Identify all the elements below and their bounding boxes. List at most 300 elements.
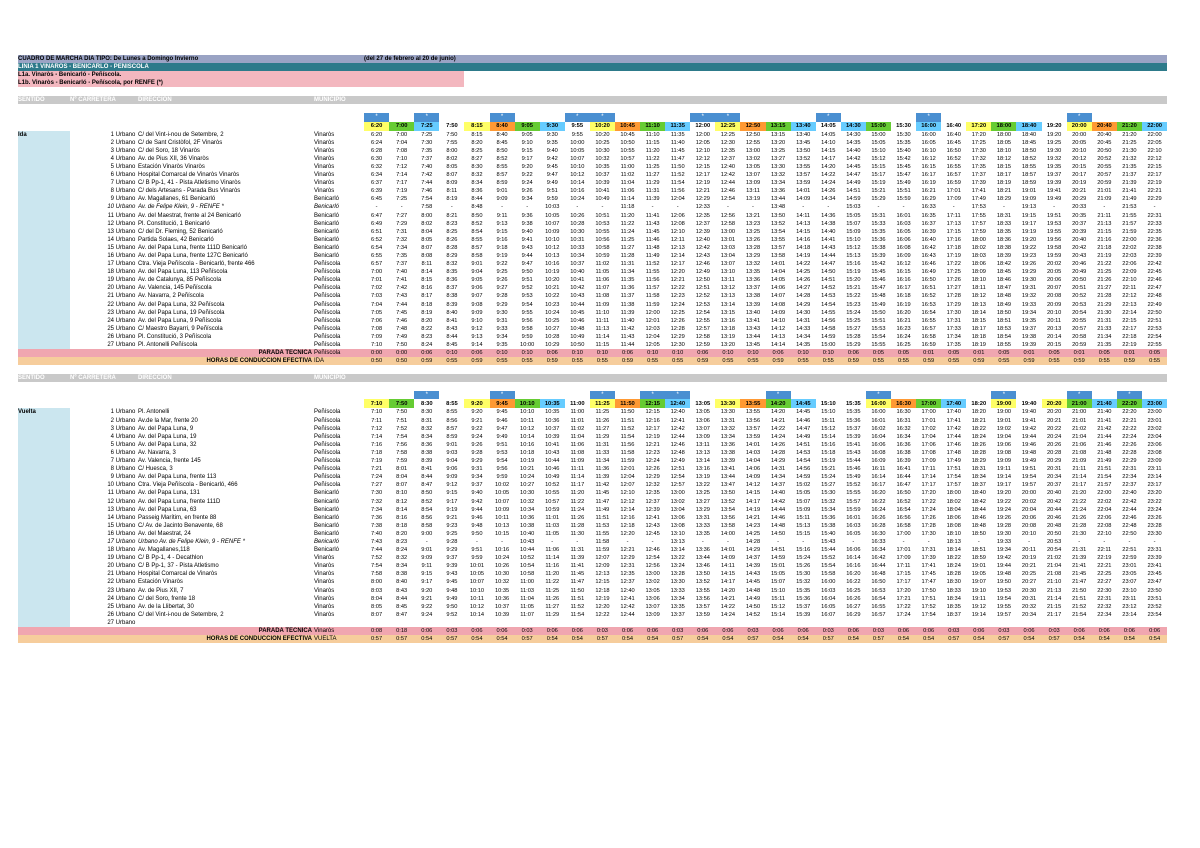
time-cell: 22:49 <box>1147 301 1162 308</box>
time-cell: 12:19 <box>645 433 660 440</box>
time-cell: 12:29 <box>695 196 710 203</box>
departure-time: 7:50 <box>389 399 414 408</box>
time-cell: 18:17 <box>971 325 986 332</box>
departure-time: 7:00 <box>389 122 414 131</box>
stop-municipality: Benicarló <box>314 204 340 211</box>
time-cell: 8:22 <box>421 325 433 332</box>
time-cell: 15:15 <box>796 530 811 537</box>
time-cell: 23:50 <box>1147 587 1162 594</box>
time-cell: 8:02 <box>421 220 433 227</box>
stop-num: 6 <box>110 172 114 179</box>
departure-time: 20:00 <box>1067 122 1092 131</box>
departure-time: 13:05 <box>690 399 715 408</box>
cond-value: 0:57 <box>991 635 1016 643</box>
time-cell: 11:50 <box>670 163 685 170</box>
time-cell: 12:04 <box>620 474 635 481</box>
time-cell: 8:15 <box>421 277 433 284</box>
time-cell: 13:45 <box>745 342 761 348</box>
time-cell: 22:45 <box>1147 269 1162 276</box>
cond-value: 0:54 <box>766 635 791 643</box>
time-cell: 10:49 <box>545 474 560 481</box>
time-cell: 12:17 <box>695 172 710 179</box>
time-cell: 12:37 <box>720 155 736 162</box>
stop-num: 20 <box>107 285 114 292</box>
time-cell: 13:58 <box>770 252 786 259</box>
time-cell: 18:40 <box>971 490 986 497</box>
cond-value: 0:55 <box>991 357 1016 365</box>
time-cell: 11:52 <box>645 261 660 268</box>
time-cell: 11:01 <box>570 417 585 424</box>
time-cell: - <box>1002 204 1005 211</box>
departure-time: 16:00 <box>866 399 891 408</box>
time-cell: 18:06 <box>971 261 986 268</box>
time-cell: 22:21 <box>1122 417 1137 424</box>
time-cell: 11:41 <box>645 212 660 219</box>
time-cell: 14:46 <box>770 514 786 521</box>
time-cell: 21:45 <box>1072 571 1087 578</box>
time-cell: 10:57 <box>545 498 560 505</box>
time-cell: 16:06 <box>846 547 861 554</box>
stop-num: 18 <box>107 269 114 276</box>
time-cell: 7:43 <box>371 538 383 545</box>
time-cell: 10:07 <box>494 498 510 505</box>
time-cell: 13:41 <box>720 466 736 473</box>
time-cell: 22:12 <box>1122 293 1137 300</box>
stop-num: 25 <box>107 603 114 610</box>
time-cell: 17:08 <box>921 449 936 456</box>
stop-road: Urbano <box>115 228 136 235</box>
time-cell: 14:16 <box>796 236 811 243</box>
time-cell: 13:00 <box>670 490 685 497</box>
stop-road: Urbano <box>115 571 136 578</box>
time-cell: 13:01 <box>720 236 736 243</box>
time-cell: 17:51 <box>946 466 961 473</box>
departure-time: 12:25 <box>715 122 740 131</box>
time-cell: 9:08 <box>471 301 483 308</box>
time-cell: 11:55 <box>645 269 660 276</box>
time-cell: 11:26 <box>545 595 560 602</box>
time-cell: 11:40 <box>620 317 635 324</box>
time-cell: 19:01 <box>971 563 986 570</box>
time-cell: 10:48 <box>570 325 585 332</box>
time-cell: 14:20 <box>770 409 786 416</box>
stop-address <box>138 619 314 627</box>
time-cell: 10:51 <box>595 212 610 219</box>
time-cell: 22:19 <box>1097 555 1112 562</box>
stop-road: Urbano <box>115 244 136 251</box>
time-cell: 9:26 <box>496 277 508 284</box>
time-cell: 8:55 <box>446 409 458 416</box>
time-cell: 15:45 <box>871 269 886 276</box>
time-cell: 15:35 <box>896 139 911 146</box>
stop-row <box>18 147 1167 155</box>
time-cell: 21:19 <box>1097 252 1112 259</box>
marker-cell <box>1042 391 1067 399</box>
time-cell: 14:47 <box>796 425 811 432</box>
time-cell: - <box>902 538 905 545</box>
time-cell: 20:24 <box>1047 433 1062 440</box>
time-cell: 11:59 <box>620 458 635 465</box>
stop-road: Urbano <box>115 579 136 586</box>
stop-road: Urbano <box>115 433 136 440</box>
time-cell: 17:41 <box>921 563 936 570</box>
time-cell: 9:55 <box>571 131 583 138</box>
sentido-cell <box>18 554 70 562</box>
time-cell: 13:07 <box>720 261 736 268</box>
time-cell: 18:33 <box>946 587 961 594</box>
time-cell: 8:25 <box>446 228 458 235</box>
gap-row <box>18 87 1167 96</box>
parada-value: 0:03 <box>439 627 464 635</box>
time-cell: 19:41 <box>1047 188 1062 195</box>
time-cell: 8:44 <box>446 333 458 340</box>
stop-municipality <box>314 619 364 627</box>
sentido-cell <box>18 301 70 309</box>
time-cell: 14:50 <box>821 269 836 276</box>
stop-row <box>18 220 1167 228</box>
time-cell: 10:42 <box>570 285 585 292</box>
time-cell: 23:10 <box>1122 587 1137 594</box>
time-cell: 19:11 <box>997 466 1011 473</box>
time-cell: 13:09 <box>745 180 761 187</box>
stop-row <box>18 260 1167 268</box>
time-cell: 10:37 <box>570 261 585 268</box>
time-cell: 6:54 <box>371 244 383 251</box>
time-cell: 18:02 <box>971 244 986 251</box>
sentido-cell <box>18 179 70 187</box>
time-cell: 8:39 <box>446 301 458 308</box>
time-cell: 13:43 <box>745 325 761 332</box>
time-cell: 18:36 <box>996 236 1012 243</box>
gap <box>18 382 1167 391</box>
time-cell: 16:00 <box>821 579 836 586</box>
cond-value: 0:59 <box>841 357 866 365</box>
time-cell: 10:44 <box>570 301 585 308</box>
time-cell: 15:49 <box>871 301 886 308</box>
time-cell: 9:25 <box>446 530 458 537</box>
stop-number <box>70 408 138 416</box>
time-cell: 9:17 <box>521 155 533 162</box>
time-cell: 15:31 <box>871 212 886 219</box>
time-cell: 13:56 <box>720 514 736 521</box>
stop-num: 3 <box>110 147 114 154</box>
time-cell: 16:04 <box>821 595 836 602</box>
time-cell: 19:25 <box>1047 139 1062 146</box>
marker-cell <box>740 391 765 399</box>
time-cell: 7:17 <box>396 180 408 187</box>
departure-time: 19:00 <box>991 399 1016 408</box>
stop-number <box>70 171 138 179</box>
stop-number <box>70 473 138 481</box>
stop-row <box>18 498 1167 506</box>
time-cell: 18:15 <box>971 317 986 324</box>
stop-municipality: Peñíscola <box>314 285 341 292</box>
time-cell: 12:07 <box>595 555 610 562</box>
time-cell: 14:34 <box>796 333 811 340</box>
time-cell: 9:20 <box>471 409 483 416</box>
time-cell: 16:37 <box>921 220 936 227</box>
stop-municipality: Peñíscola <box>314 333 341 340</box>
cond-value: 0:55 <box>740 357 765 365</box>
time-cell: 20:37 <box>1072 220 1087 227</box>
time-cell: 8:37 <box>446 285 458 292</box>
time-cell: 9:49 <box>496 433 508 440</box>
time-cell: 12:30 <box>670 342 685 348</box>
time-cell: 14:45 <box>796 409 811 416</box>
time-cell: 22:06 <box>1122 261 1137 268</box>
time-cell: 21:54 <box>1097 474 1112 481</box>
time-cell: 8:05 <box>371 603 383 610</box>
time-cell: 11:27 <box>545 603 560 610</box>
stop-road: Urbano <box>115 409 136 416</box>
sentido-cell <box>18 498 70 506</box>
time-cell: 8:32 <box>396 555 408 562</box>
time-cell: 22:00 <box>1097 490 1112 497</box>
time-cell: 15:45 <box>896 163 911 170</box>
time-cell: 19:30 <box>1047 147 1062 154</box>
time-cell: 17:39 <box>921 555 936 562</box>
time-cell: 13:19 <box>695 474 710 481</box>
parada-value: 0:06 <box>1016 627 1041 635</box>
time-cell: 14:05 <box>770 277 786 284</box>
time-cell: 15:24 <box>846 309 861 316</box>
time-cell: 11:49 <box>645 252 660 259</box>
time-cell: - <box>726 538 729 545</box>
time-cell: 14:19 <box>745 506 761 513</box>
time-cell: 12:40 <box>720 163 736 170</box>
time-cell: 12:14 <box>620 506 635 513</box>
stop-num: 4 <box>110 433 114 440</box>
time-cell: 17:26 <box>921 514 936 521</box>
time-cell: 13:57 <box>695 603 710 610</box>
stop-num: 12 <box>107 220 114 227</box>
time-cell: 10:26 <box>570 212 585 219</box>
time-cell: 23:04 <box>1147 433 1162 440</box>
departure-time: 8:40 <box>490 122 515 131</box>
time-cell: 10:44 <box>520 547 535 554</box>
time-cell: 13:44 <box>695 555 710 562</box>
time-cell: 9:15 <box>521 147 533 154</box>
marker-cell <box>816 391 841 399</box>
time-cell: 12:22 <box>670 285 685 292</box>
time-cell: 10:10 <box>545 236 560 243</box>
time-cell: 10:30 <box>520 490 535 497</box>
time-cell: 6:55 <box>371 252 383 259</box>
time-cell: 13:50 <box>796 147 811 154</box>
time-cell: 16:26 <box>871 514 886 521</box>
time-cell: 22:46 <box>1122 514 1137 521</box>
stop-number <box>70 212 138 220</box>
time-cell: 9:16 <box>496 236 508 243</box>
cond-value: 0:55 <box>590 357 615 365</box>
time-cell: 14:59 <box>846 196 861 203</box>
time-cell: 10:00 <box>520 342 535 348</box>
time-cell: 21:34 <box>1097 333 1112 340</box>
time-cell: 8:55 <box>471 236 483 243</box>
time-cell: 20:57 <box>1097 172 1112 179</box>
time-cell: 14:41 <box>821 236 836 243</box>
time-cell: 14:49 <box>745 595 761 602</box>
time-cell: 8:43 <box>396 587 408 594</box>
time-cell: 22:38 <box>1147 244 1162 251</box>
time-cell: 7:00 <box>396 131 408 138</box>
marker-cell <box>791 113 816 121</box>
sentido-cell: Vuelta <box>18 408 70 416</box>
marker-cell: * <box>1117 391 1142 399</box>
cond-value: 0:59 <box>1016 357 1041 365</box>
time-cell <box>1117 619 1142 627</box>
time-cell: 22:32 <box>1097 603 1112 610</box>
time-cell: 9:22 <box>496 261 508 268</box>
cond-value: 0:59 <box>615 357 640 365</box>
time-cell: 9:53 <box>521 293 533 300</box>
time-cell: - <box>1078 538 1081 545</box>
time-cell: 18:09 <box>971 269 986 276</box>
time-cell: 12:44 <box>670 433 685 440</box>
time-cell: 22:02 <box>1122 244 1137 251</box>
time-cell: 12:10 <box>695 147 710 154</box>
time-cell: 10:50 <box>570 342 585 348</box>
header-text: L1b. Vinaròs - Benicarló - Peñíscola, por RENFE (*) <box>18 79 364 87</box>
time-cell: 19:33 <box>1021 301 1037 308</box>
stop-num: 10 <box>107 204 114 211</box>
sentido-cell <box>18 139 70 147</box>
time-cell: 13:16 <box>695 466 710 473</box>
time-cell: 12:17 <box>645 425 660 432</box>
time-cell: 18:10 <box>996 147 1012 154</box>
stop-num: 7 <box>110 180 114 187</box>
time-cell: - <box>802 204 805 211</box>
time-cell: 11:47 <box>670 155 685 162</box>
time-cell: 13:50 <box>695 571 710 578</box>
sentido-cell <box>18 236 70 244</box>
time-cell: 12:39 <box>695 228 710 235</box>
time-cell: 11:54 <box>620 433 635 440</box>
stop-num: 23 <box>107 587 114 594</box>
time-cell: 14:39 <box>745 563 761 570</box>
time-cell: 10:24 <box>545 309 560 316</box>
time-cell: 13:33 <box>670 587 685 594</box>
time-cell: 12:16 <box>620 514 635 521</box>
time-cell: 15:17 <box>871 172 886 179</box>
cond-value: 0:55 <box>1142 357 1167 365</box>
time-cell: 12:51 <box>695 285 710 292</box>
stop-num: 15 <box>107 244 114 251</box>
stop-number <box>70 417 138 425</box>
time-cell: 8:30 <box>471 163 483 170</box>
time-cell <box>414 619 439 627</box>
time-cell: 12:57 <box>695 325 710 332</box>
time-cell: 12:50 <box>695 277 710 284</box>
time-cell: 16:41 <box>896 466 911 473</box>
time-cell: 21:26 <box>1072 514 1087 521</box>
departure-row <box>18 399 1167 408</box>
stop-road: Urbano <box>115 163 136 170</box>
time-cell: 16:24 <box>871 506 886 513</box>
stop-address: Av. Magallanes, 61 Benicarló <box>138 196 216 203</box>
parada-value: 0:06 <box>540 349 565 357</box>
stop-road: Urbano <box>115 506 136 513</box>
marker-cell: * <box>916 113 941 121</box>
time-cell: 18:42 <box>996 261 1012 268</box>
time-cell: 11:31 <box>645 188 660 195</box>
time-cell: 10:56 <box>595 236 610 243</box>
time-cell: - <box>1103 538 1106 545</box>
stop-municipality: Benicarló <box>314 514 340 521</box>
stop-address: Pl. Antonelli <box>138 409 170 416</box>
time-cell: 9:21 <box>421 595 433 602</box>
time-cell: 8:07 <box>396 482 408 489</box>
departure-time: 11:50 <box>615 399 640 408</box>
time-cell: 8:19 <box>421 309 433 316</box>
time-cell: 8:34 <box>421 433 433 440</box>
cond-value: 0:54 <box>966 635 991 643</box>
stop-row <box>18 603 1167 611</box>
time-cell: 7:19 <box>371 458 383 465</box>
time-cell: 12:32 <box>645 482 660 489</box>
time-cell: 12:46 <box>645 547 660 554</box>
departure-time: 13:30 <box>715 399 740 408</box>
time-cell: 11:35 <box>670 131 685 138</box>
header-extension <box>364 79 464 87</box>
stop-address: Urbano Av. de Felipe Klein, 9 - RENFE * <box>138 538 245 545</box>
time-cell: 7:08 <box>396 147 408 154</box>
time-cell: 17:51 <box>921 595 936 602</box>
time-cell: 11:53 <box>595 522 610 529</box>
time-cell: 18:02 <box>946 498 961 505</box>
time-cell: 15:32 <box>821 498 836 505</box>
time-cell: 10:18 <box>520 449 535 456</box>
time-cell: 12:04 <box>670 196 685 203</box>
time-cell: 10:36 <box>545 417 560 424</box>
time-cell: 8:31 <box>421 417 433 424</box>
time-cell: 18:35 <box>996 228 1012 235</box>
time-cell <box>766 619 791 627</box>
stop-address: Av. de la Llibertat, 30 <box>138 603 194 610</box>
time-cell: 17:30 <box>971 147 986 154</box>
time-cell: 9:34 <box>521 196 533 203</box>
time-cell: 13:23 <box>745 220 761 227</box>
time-cell: 12:43 <box>645 522 660 529</box>
stop-number <box>70 301 138 309</box>
time-cell: - <box>626 538 629 545</box>
time-cell: 10:24 <box>570 196 585 203</box>
sentido-cell <box>18 425 70 433</box>
time-cell: 10:25 <box>595 139 610 146</box>
stop-number <box>70 276 138 284</box>
time-cell: 12:15 <box>695 163 710 170</box>
time-cell <box>590 619 615 627</box>
stop-road: Urbano <box>115 482 136 489</box>
time-cell: 23:52 <box>1147 603 1162 610</box>
stop-num: 13 <box>107 228 114 235</box>
time-cell: 18:24 <box>946 563 961 570</box>
time-cell: 15:13 <box>796 522 811 529</box>
time-cell: - <box>551 538 554 545</box>
time-cell: 20:00 <box>1021 490 1037 497</box>
time-cell: 20:35 <box>1072 212 1087 219</box>
time-cell: 13:47 <box>720 482 736 489</box>
time-cell: 16:05 <box>896 228 911 235</box>
time-cell: 21:17 <box>1072 482 1087 489</box>
time-cell: 9:09 <box>446 474 458 481</box>
cond-value: 0:57 <box>515 635 540 643</box>
parada-value: 0:06 <box>766 349 791 357</box>
departure-time: 23:00 <box>1142 399 1167 408</box>
time-cell: 20:53 <box>1072 301 1087 308</box>
time-cell: 10:37 <box>595 172 610 179</box>
time-cell: 7:11 <box>371 417 382 424</box>
